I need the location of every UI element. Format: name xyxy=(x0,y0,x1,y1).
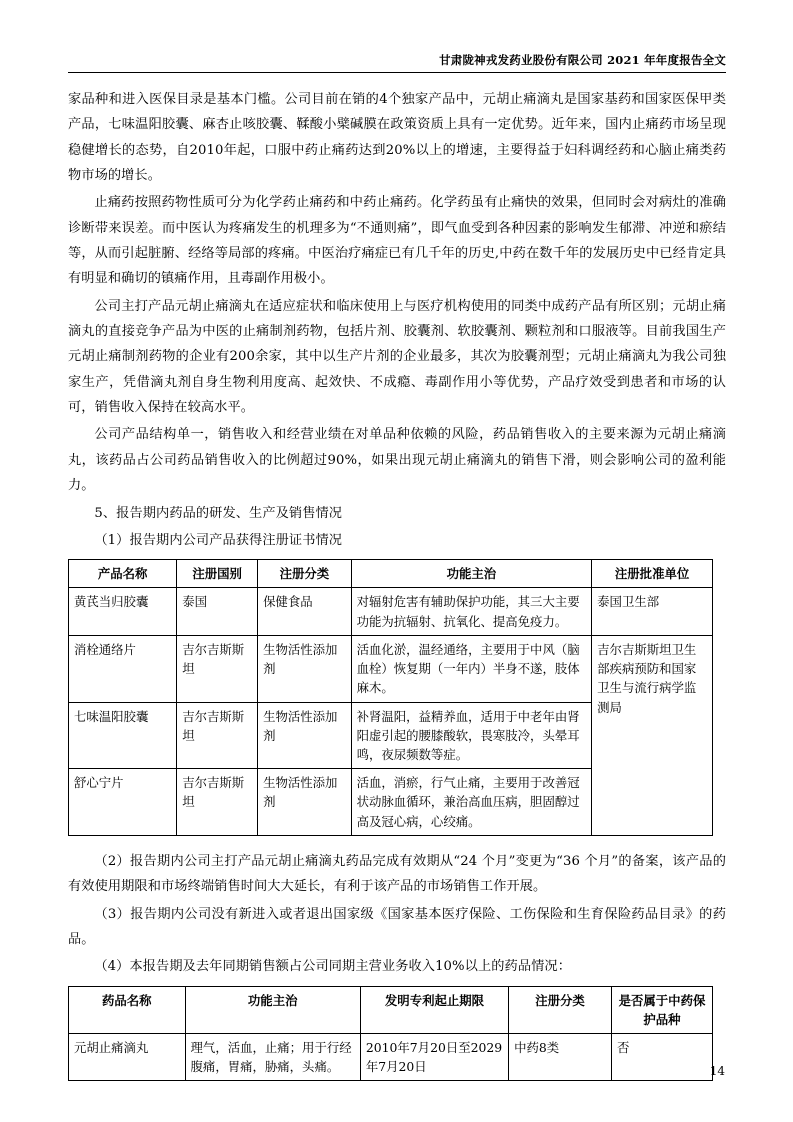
subsection-paragraph-3: （3）报告期内公司没有新进入或者退出国家级《国家基本医疗保险、工伤保险和生育保险药品目录》的药品。 xyxy=(68,906,726,947)
cell-category: 生物活性添加剂 xyxy=(258,702,352,769)
cell-indication: 理气，活血，止痛；用于行经腹痛，胃痛，胁痛，头痛。 xyxy=(185,1033,360,1080)
subsection-heading-1: （1）报告期内公司产品获得注册证书情况 xyxy=(94,532,343,548)
page-content xyxy=(68,52,726,1087)
cell-category: 生物活性添加剂 xyxy=(258,769,352,836)
cell-indication: 活血，消瘀，行气止痛，主要用于改善冠状动脉血循环，兼治高血压病，胆固醇过高及冠心病，心绞痛。 xyxy=(351,769,592,836)
column-header-protected-variety: 是否属于中药保护品种 xyxy=(612,986,713,1033)
table-header-row xyxy=(69,560,713,588)
cell-authority: 泰国卫生部 xyxy=(592,588,713,635)
cell-product-name: 黄芪当归胶囊 xyxy=(69,588,177,635)
spacer xyxy=(68,842,726,849)
column-header-registration-category: 注册分类 xyxy=(509,986,612,1033)
section-heading-5: 5、报告期内药品的研发、生产及销售情况 xyxy=(94,505,343,521)
subsection-paragraph-2: （2）报告期内公司主打产品元胡止痛滴丸药品完成有效期从“24 个月”变更为“36 个月”的备案，该产品的有效使用期限和市场终端销售时间大大延长，有利于该产品的市场销售工作开展。 xyxy=(68,853,726,895)
subsection-paragraph-4: （4）本报告期及去年同期销售额占公司同期主营业务收入10%以上的药品情况： xyxy=(94,959,571,975)
header-divider xyxy=(68,72,726,73)
page-number: 14 xyxy=(709,1064,725,1078)
cell-authority-merged: 吉尔吉斯斯坦卫生部疾病预防和国家卫生与流行病学监测局 xyxy=(592,635,713,835)
cell-indication: 补肾温阳，益精养血，适用于中老年由肾阳虚引起的腰膝酸软，畏寒肢冷，头晕耳鸣，夜尿频数等症。 xyxy=(351,702,592,769)
cell-category: 保健食品 xyxy=(258,588,352,635)
cell-indication: 对辐射危害有辅助保护功能，其三大主要功能为抗辐射、抗氧化、提高免疫力。 xyxy=(351,588,592,635)
registration-certificates-table xyxy=(68,559,713,836)
column-header-indication: 功能主治 xyxy=(185,986,360,1033)
table-header-row xyxy=(69,986,713,1033)
cell-category: 生物活性添加剂 xyxy=(258,635,352,702)
column-header-drug-name: 药品名称 xyxy=(69,986,186,1033)
table-row xyxy=(69,635,713,702)
paragraph-4: 公司产品结构单一，销售收入和经营业绩在对单品种依赖的风险，药品销售收入的主要来源为元胡止痛滴丸，该药品占公司药品销售收入的比例超过90%，如果出现元胡止痛滴丸的销售下滑，则会影响公司的盈利能力。 xyxy=(68,427,726,494)
table-row xyxy=(69,588,713,635)
major-drug-sales-table xyxy=(68,986,713,1082)
column-header-patent-term: 发明专利起止期限 xyxy=(360,986,508,1033)
paragraph-2: 止痛药按照药物性质可分为化学药止痛药和中药止痛药。化学药虽有止痛快的效果，但同时会对病灶的准确诊断带来误差。而中医认为疼痛发生的机理多为“不通则痛”，即气血受到各种因素的影响发生郁滞、冲逆和瘀结等，从而引起脏腑、经络等局部的疼痛。中医治疗痛症已有几千年的历史,中药在数千年的发展历史中已经肯定具有明显和确切的镇痛作用，且毒副作用极小。 xyxy=(68,195,726,287)
cell-product-name: 消栓通络片 xyxy=(69,635,177,702)
cell-registration-category: 中药8类 xyxy=(509,1033,612,1080)
column-header-indication: 功能主治 xyxy=(351,560,592,588)
page-header: 甘肃陇神戎发药业股份有限公司 2021 年年度报告全文 xyxy=(439,53,726,67)
column-header-country: 注册国别 xyxy=(177,560,258,588)
cell-country: 吉尔吉斯斯坦 xyxy=(177,635,258,702)
cell-indication: 活血化淤，温经通络，主要用于中风（脑血栓）恢复期（一年内）半身不遂，肢体麻木。 xyxy=(351,635,592,702)
column-header-authority: 注册批准单位 xyxy=(592,560,713,588)
cell-product-name: 七味温阳胶囊 xyxy=(69,702,177,769)
paragraph-1: 家品种和进入医保目录是基本门槛。公司目前在销的4个独家产品中，元胡止痛滴丸是国家基药和国家医保甲类产品，七味温阳胶囊、麻杏止咳胶囊、鞣酸小檗碱膜在政策资质上具有一定优势。近年来，国内止痛药市场呈现稳健增长的态势，自2010年起，口服中药止痛药达到20%以上的增速，主要得益于妇科调经药和心脑止痛类药物市场的增长。 xyxy=(68,92,726,184)
column-header-product-name: 产品名称 xyxy=(69,560,177,588)
cell-drug-name: 元胡止痛滴丸 xyxy=(69,1033,186,1080)
cell-protected-variety: 否 xyxy=(612,1033,713,1080)
paragraph-3: 公司主打产品元胡止痛滴丸在适应症状和临床使用上与医疗机构使用的同类中成药产品有所区别；元胡止痛滴丸的直接竞争产品为中医的止痛制剂药物，包括片剂、胶囊剂、软胶囊剂、颗粒剂和口服液等。目前我国生产元胡止痛制剂药物的企业有200余家，其中以生产片剂的企业最多，其次为胶囊剂型；元胡止痛滴丸为我公司独家生产，凭借滴丸剂自身生物利用度高、起效快、不成瘾、毒副作用小等优势，产品疗效受到患者和市场的认可，销售收入保持在较高水平。 xyxy=(68,298,726,416)
cell-country: 吉尔吉斯斯坦 xyxy=(177,769,258,836)
table-row xyxy=(69,1033,713,1080)
column-header-category: 注册分类 xyxy=(258,560,352,588)
cell-product-name: 舒心宁片 xyxy=(69,769,177,836)
cell-patent-term: 2010年7月20日至2029年7月20日 xyxy=(360,1033,508,1080)
cell-country: 吉尔吉斯斯坦 xyxy=(177,702,258,769)
cell-country: 泰国 xyxy=(177,588,258,635)
